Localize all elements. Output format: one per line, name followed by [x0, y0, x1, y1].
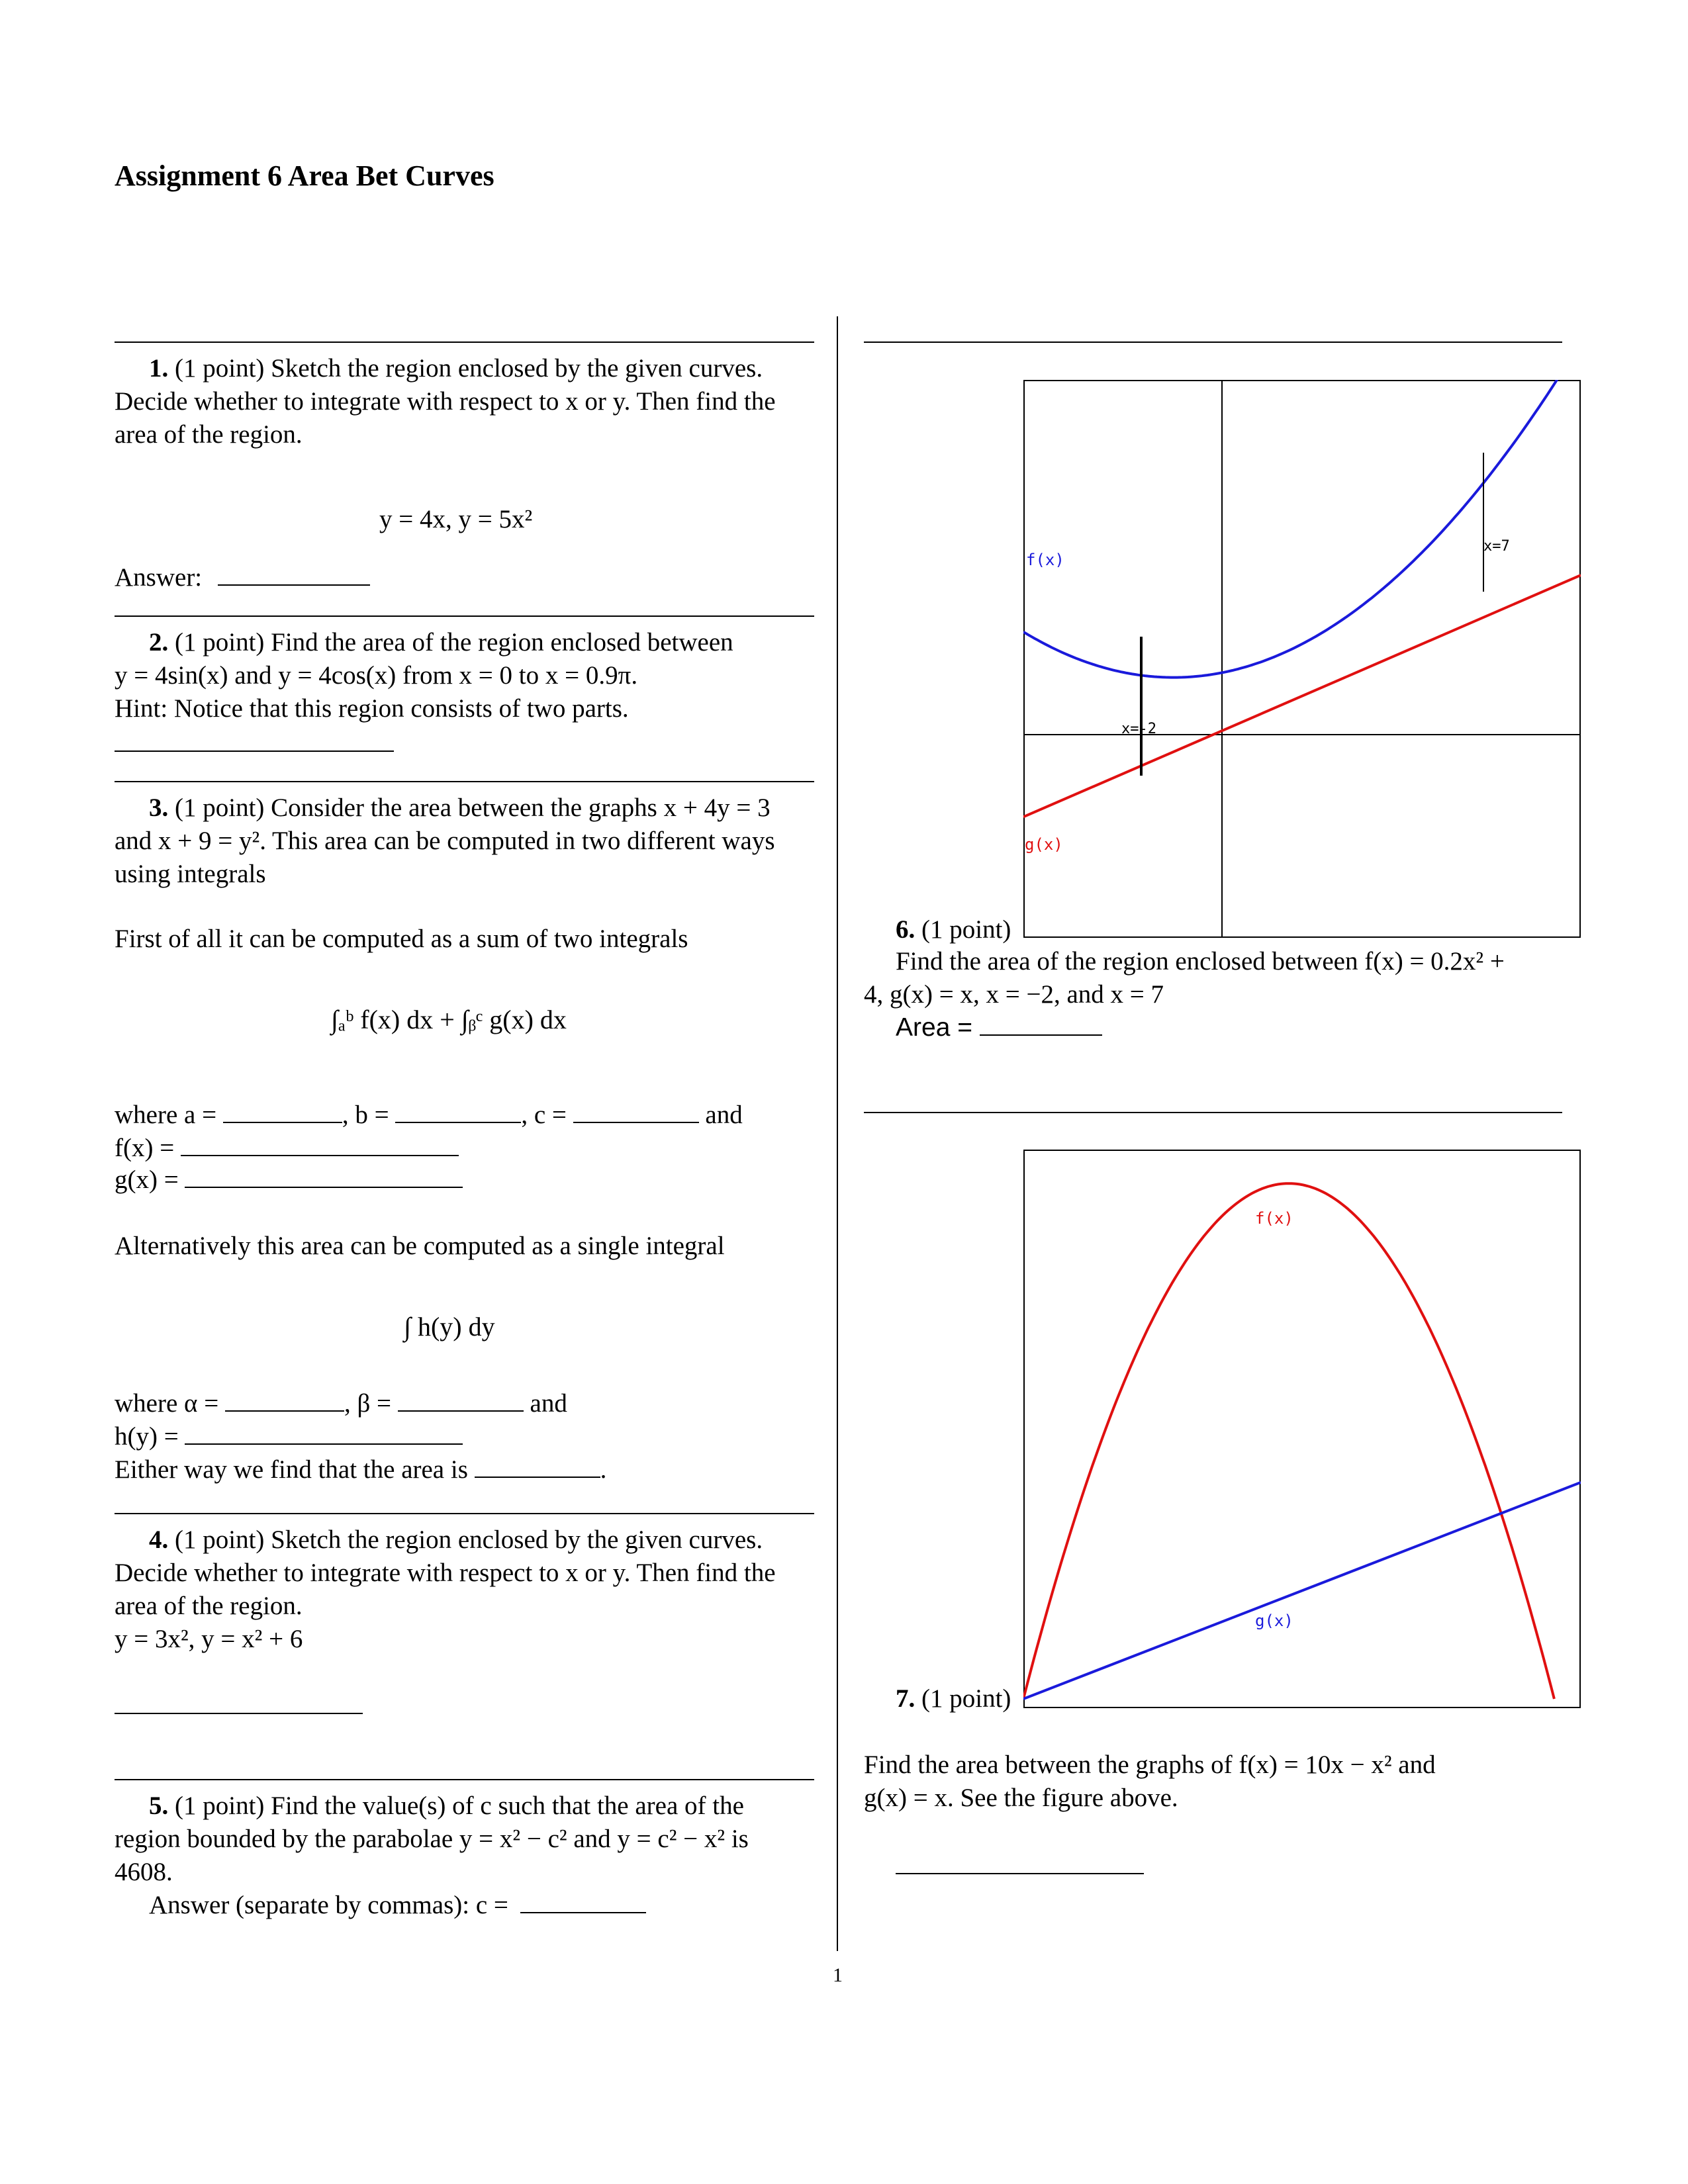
c-input[interactable]	[573, 1121, 699, 1123]
gx-row	[115, 1163, 463, 1197]
problem-6-area-row	[864, 1011, 1562, 1044]
problem-6-text	[864, 945, 1562, 1044]
problem-3-text	[115, 792, 814, 891]
problem-2-text	[115, 626, 814, 725]
separator-p5	[115, 1779, 814, 1780]
problem-1-answer-label: Answer:	[115, 563, 203, 592]
area-row: Either way we find that the area is .	[115, 1455, 607, 1484]
hy-row	[115, 1420, 463, 1453]
graph-6-g-label: g(x)	[1025, 835, 1063, 854]
separator-p1	[115, 341, 814, 343]
graph-7	[1023, 1150, 1581, 1708]
page-number: 1	[833, 1964, 843, 1986]
problem-4-text	[115, 1524, 814, 1656]
problem-3-abc-row	[115, 1099, 743, 1132]
problem-3-integral-sum: ∫ₐᵇ f(x) dx + ∫ᵦᶜ g(x) dx	[331, 1005, 567, 1034]
fx-row	[115, 1132, 459, 1165]
problem-7-line1: Find the area between the graphs of f(x) = 10x − x² and	[864, 1751, 1436, 1779]
alpha-input[interactable]	[225, 1410, 344, 1412]
problem-5-line3: 4608.	[115, 1858, 173, 1886]
problem-6-line2: 4, g(x) = x, x = −2, and x = 7	[864, 980, 1164, 1009]
problem-5-line2: region bounded by the parabolae y = x² − c² and y = c² − x² is	[115, 1825, 749, 1853]
problem-3-line2: and x + 9 = y². This area can be computed in two different ways	[115, 827, 775, 855]
graph-6-x-minus-2-label: x=-2	[1121, 721, 1156, 737]
problem-6-points: (1 point)	[921, 915, 1011, 944]
problem-4-line2: Decide whether to integrate with respect to x or y. Then find the	[115, 1559, 776, 1587]
problem-7-header	[896, 1682, 1011, 1715]
problem-2-line3: Hint: Notice that this region consists of two parts.	[115, 694, 629, 723]
problem-3-line4: First of all it can be computed as a sum of two integrals	[115, 925, 688, 953]
problem-5-answer-row	[149, 1889, 646, 1922]
problem-1-answer-row	[115, 561, 370, 594]
problem-4-line1: (1 point) Sketch the region enclosed by the given curves.	[175, 1525, 763, 1554]
hy-input[interactable]	[185, 1443, 463, 1445]
and-label-2: and	[530, 1389, 567, 1418]
area-input[interactable]	[475, 1476, 600, 1478]
either-way-label: Either way we find that the area is	[115, 1455, 468, 1484]
problem-2-line1: (1 point) Find the area of the region enclosed between	[175, 628, 733, 657]
problem-3-number: 3.	[149, 794, 169, 822]
b-label: , b =	[342, 1101, 389, 1129]
problem-5-line1: (1 point) Find the value(s) of c such that the area of the	[175, 1792, 744, 1820]
and-label-1: and	[705, 1101, 743, 1129]
separator-p3	[115, 781, 814, 782]
where-alpha-label: where α =	[115, 1389, 219, 1418]
graph-7-f-label: f(x)	[1255, 1209, 1293, 1228]
problem-6-number: 6.	[896, 915, 915, 944]
problem-3-line1: (1 point) Consider the area between the graphs x + 4y = 3	[175, 794, 771, 822]
problem-7-text	[864, 1749, 1562, 1815]
problem-2-line2: y = 4sin(x) and y = 4cos(x) from x = 0 to x = 0.9π.	[115, 661, 638, 690]
problem-1-line1: (1 point) Sketch the region enclosed by the given curves.	[175, 354, 763, 383]
graph-6	[1023, 380, 1581, 938]
gx-input[interactable]	[185, 1186, 463, 1188]
fx-input[interactable]	[181, 1154, 459, 1156]
problem-1-equation: y = 4x, y = 5x²	[379, 505, 533, 533]
problem-5-number: 5.	[149, 1792, 169, 1820]
problem-7-answer-field[interactable]	[896, 1873, 1144, 1874]
problem-1-number: 1.	[149, 354, 169, 383]
problem-6-area-input[interactable]	[980, 1034, 1102, 1036]
column-divider	[837, 316, 838, 1951]
beta-input[interactable]	[398, 1410, 524, 1412]
graph-7-g-label: g(x)	[1255, 1612, 1293, 1630]
problem-3-line3: using integrals	[115, 860, 266, 888]
problem-1-text	[115, 352, 814, 451]
problem-1-line3: area of the region.	[115, 420, 303, 449]
separator-graph7	[864, 1112, 1562, 1113]
problem-1-line2: Decide whether to integrate with respect to x or y. Then find the	[115, 387, 776, 416]
problem-2-answer-field[interactable]	[115, 751, 394, 752]
problem-7-points: (1 point)	[921, 1684, 1011, 1713]
problem-3-line5: Alternatively this area can be computed as a single integral	[115, 1232, 725, 1260]
hy-label: h(y) =	[115, 1422, 179, 1451]
a-input[interactable]	[223, 1121, 342, 1123]
c-label: , c =	[521, 1101, 567, 1129]
alpha-beta-row	[115, 1387, 567, 1420]
problem-6-line1: Find the area of the region enclosed between f(x) = 0.2x² +	[896, 947, 1505, 976]
problem-4-answer-field[interactable]	[115, 1713, 363, 1714]
graph-6-f-label: f(x)	[1026, 551, 1064, 569]
problem-4-number: 4.	[149, 1525, 169, 1554]
gx-label: g(x) =	[115, 1165, 179, 1194]
problem-4-line3: area of the region.	[115, 1592, 303, 1620]
separator-graph6	[864, 341, 1562, 343]
b-input[interactable]	[395, 1121, 521, 1123]
problem-5-text	[115, 1790, 814, 1889]
problem-6-header	[896, 913, 1011, 946]
page-title: Assignment 6 Area Bet Curves	[115, 159, 494, 192]
problem-2-number: 2.	[149, 628, 169, 657]
beta-label: , β =	[344, 1389, 392, 1418]
problem-4-line4: y = 3x², y = x² + 6	[115, 1625, 303, 1653]
separator-p2	[115, 615, 814, 617]
problem-5-answer-field[interactable]	[520, 1911, 646, 1913]
fx-label: f(x) =	[115, 1134, 175, 1162]
problem-7-line2: g(x) = x. See the figure above.	[864, 1784, 1178, 1812]
graph-6-x-7-label: x=7	[1483, 538, 1510, 555]
problem-1-answer-field[interactable]	[218, 584, 370, 586]
problem-6-area-label: Area =	[896, 1013, 972, 1042]
problem-7-number: 7.	[896, 1684, 915, 1713]
graph-7-frame	[1024, 1150, 1580, 1707]
separator-p4	[115, 1513, 814, 1514]
problem-5-answer-label: Answer (separate by commas): c =	[149, 1891, 508, 1919]
problem-3-integral-single: ∫ h(y) dy	[404, 1312, 495, 1342]
where-a-label: where a =	[115, 1101, 217, 1129]
